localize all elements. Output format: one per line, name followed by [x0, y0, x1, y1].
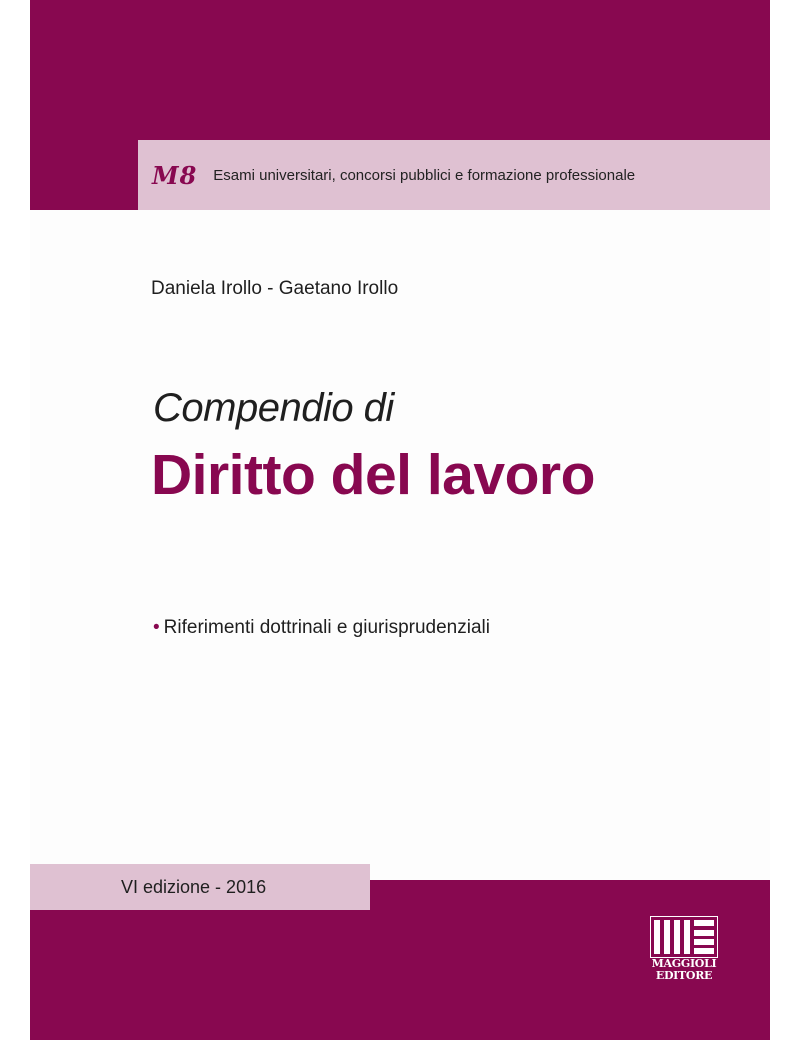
publisher-name [648, 958, 720, 982]
maggioli-logo-icon [650, 916, 718, 958]
feature-item [153, 617, 490, 639]
edition-strip [30, 864, 370, 910]
feature-text: Riferimenti dottrinali e giurisprudenziali [163, 617, 490, 638]
series-strip [138, 140, 770, 210]
bullet-icon: • [153, 617, 160, 638]
book-cover [30, 0, 770, 1040]
publisher-name-line1: MAGGIOLI [651, 957, 717, 970]
title-prefix: Compendio di [153, 386, 394, 430]
edition-label: VI edizione - 2016 [121, 876, 267, 897]
book-title: Diritto del lavoro [151, 443, 595, 507]
publisher-logo [648, 916, 720, 986]
authors: Daniela Irollo - Gaetano Irollo [151, 278, 399, 299]
series-code: M8 [152, 160, 198, 190]
publisher-name-line2: EDITORE [655, 969, 713, 982]
series-description: Esami universitari, concorsi pubblici e formazione professionale [213, 166, 636, 184]
